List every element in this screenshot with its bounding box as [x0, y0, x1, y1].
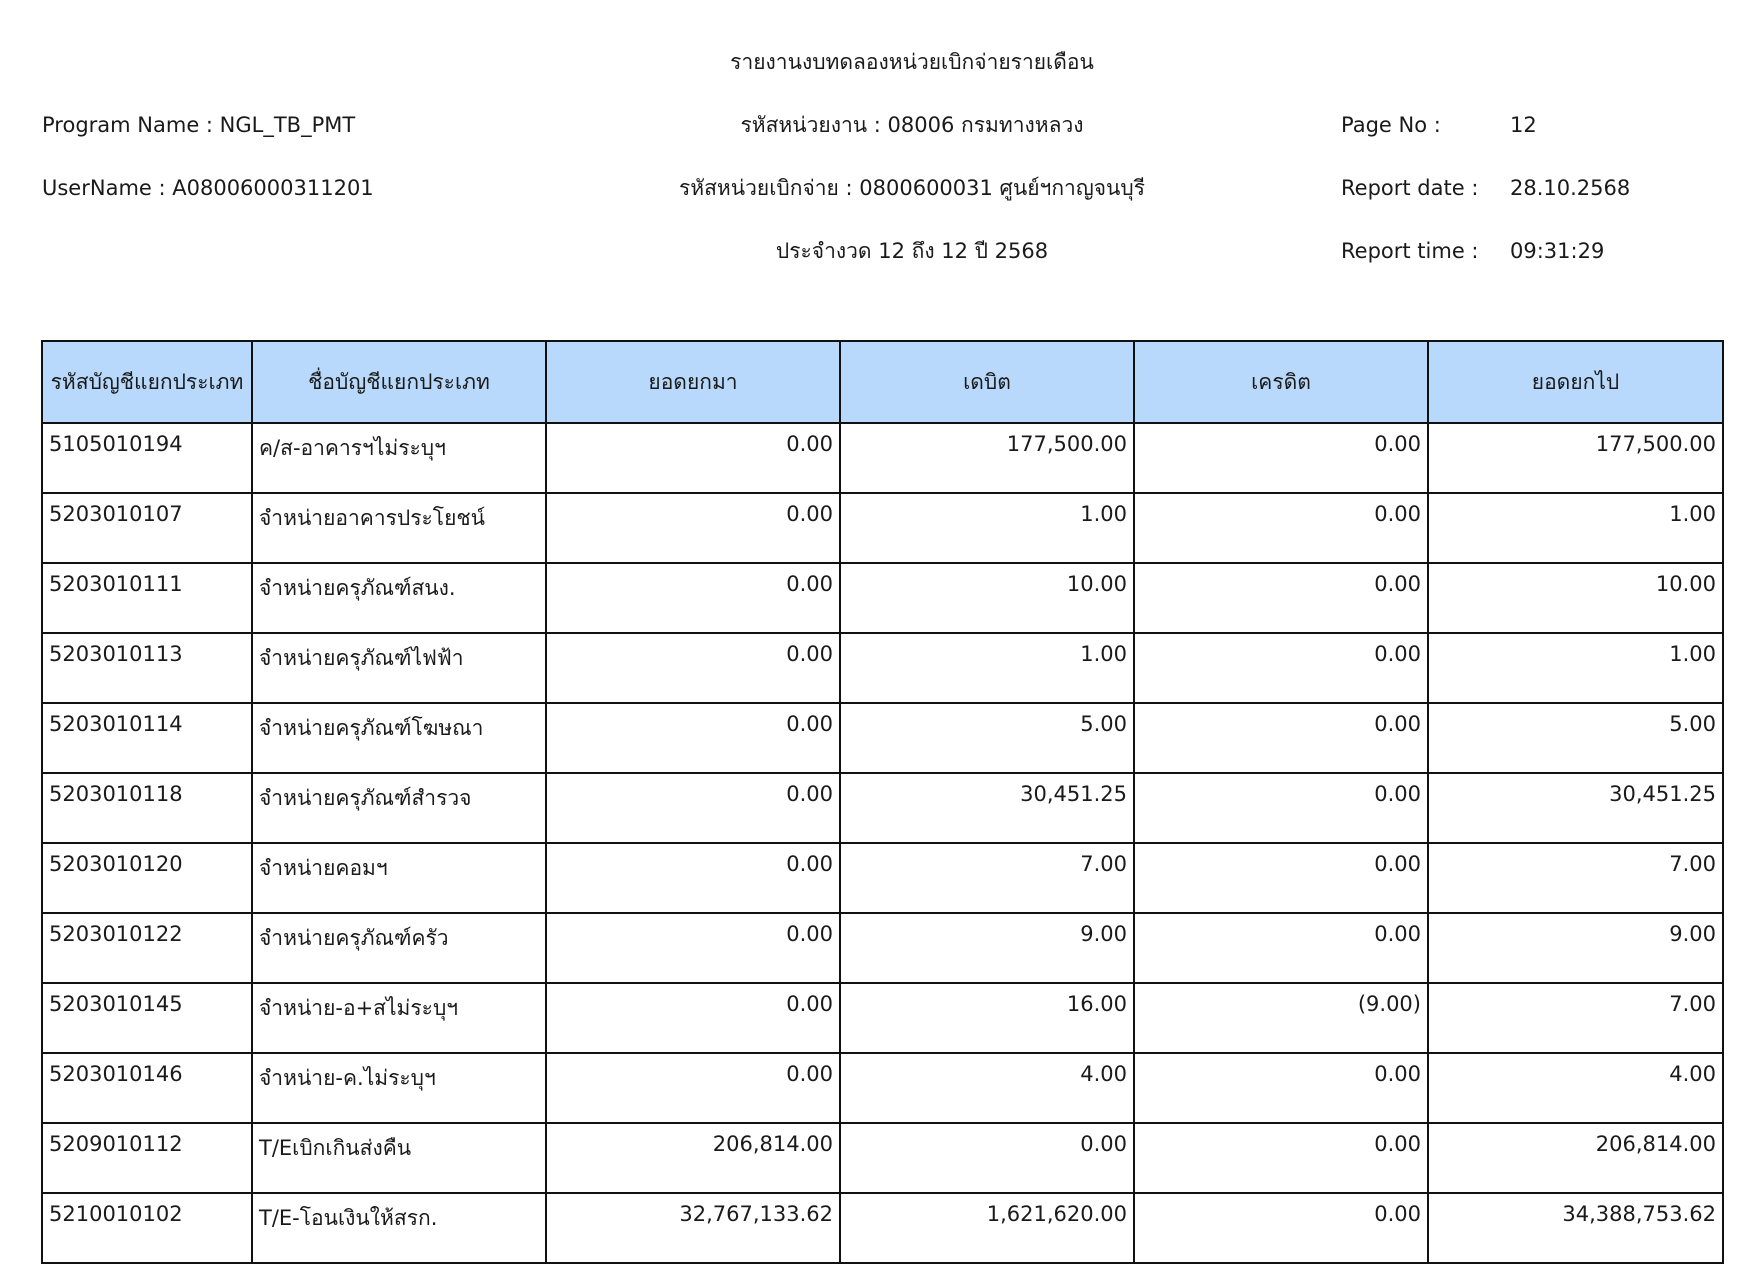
debit-cell: 10.00: [840, 563, 1134, 633]
debit-cell: 1.00: [840, 493, 1134, 563]
closing-balance-cell: 5.00: [1428, 703, 1723, 773]
report-time-label: Report time :: [1341, 239, 1479, 263]
debit-cell: 1.00: [840, 633, 1134, 703]
opening-balance-cell: 0.00: [546, 913, 840, 983]
credit-cell: 0.00: [1134, 843, 1428, 913]
debit-cell: 0.00: [840, 1123, 1134, 1193]
column-header-credit: เครดิต: [1134, 341, 1428, 423]
opening-balance-cell: 0.00: [546, 423, 840, 493]
credit-cell: 0.00: [1134, 1053, 1428, 1123]
debit-cell: 16.00: [840, 983, 1134, 1053]
debit-cell: 30,451.25: [840, 773, 1134, 843]
debit-cell: 1,621,620.00: [840, 1193, 1134, 1263]
credit-cell: 0.00: [1134, 1193, 1428, 1263]
disbursement-unit: รหัสหน่วยเบิกจ่าย : 0800600031 ศูนย์ฯกาญจนบุรี: [678, 176, 1146, 200]
column-header-closing-balance: ยอดยกไป: [1428, 341, 1723, 423]
column-header-opening-balance: ยอดยกมา: [546, 341, 840, 423]
page-no-value: 12: [1510, 113, 1537, 137]
account-name-cell: จำหน่าย-อ+สไม่ระบุฯ: [252, 983, 546, 1053]
credit-cell: 0.00: [1134, 703, 1428, 773]
credit-cell: (9.00): [1134, 983, 1428, 1053]
table-row: [42, 563, 1723, 633]
page-no-label: Page No :: [1341, 113, 1441, 137]
report-title: รายงานงบทดลองหน่วยเบิกจ่ายรายเดือน: [730, 50, 1094, 74]
closing-balance-cell: 9.00: [1428, 913, 1723, 983]
credit-cell: 0.00: [1134, 773, 1428, 843]
account-name-cell: จำหน่ายครุภัณฑ์โฆษณา: [252, 703, 546, 773]
debit-cell: 9.00: [840, 913, 1134, 983]
credit-cell: 0.00: [1134, 493, 1428, 563]
table-row: [42, 1123, 1723, 1193]
username: UserName : A08006000311201: [42, 176, 374, 200]
credit-cell: 0.00: [1134, 633, 1428, 703]
account-code-cell: 5105010194: [42, 423, 252, 493]
closing-balance-cell: 1.00: [1428, 493, 1723, 563]
account-code-cell: 5203010122: [42, 913, 252, 983]
account-name-cell: จำหน่ายครุภัณฑ์สำรวจ: [252, 773, 546, 843]
account-code-cell: 5203010118: [42, 773, 252, 843]
debit-cell: 7.00: [840, 843, 1134, 913]
opening-balance-cell: 0.00: [546, 983, 840, 1053]
column-header-account-name: ชื่อบัญชีแยกประเภท: [252, 341, 546, 423]
table-row: [42, 773, 1723, 843]
opening-balance-cell: 0.00: [546, 773, 840, 843]
account-code-cell: 5203010111: [42, 563, 252, 633]
opening-balance-cell: 0.00: [546, 843, 840, 913]
report-time-value: 09:31:29: [1510, 239, 1605, 263]
table-row: [42, 913, 1723, 983]
table-row: [42, 1053, 1723, 1123]
account-code-cell: 5209010112: [42, 1123, 252, 1193]
account-name-cell: T/Eเบิกเกินส่งคืน: [252, 1123, 546, 1193]
credit-cell: 0.00: [1134, 423, 1428, 493]
agency-code: รหัสหน่วยงาน : 08006 กรมทางหลวง: [740, 113, 1084, 137]
account-name-cell: จำหน่ายอาคารประโยชน์: [252, 493, 546, 563]
closing-balance-cell: 1.00: [1428, 633, 1723, 703]
credit-cell: 0.00: [1134, 563, 1428, 633]
opening-balance-cell: 0.00: [546, 1053, 840, 1123]
account-name-cell: จำหน่ายครุภัณฑ์ครัว: [252, 913, 546, 983]
trial-balance-table: [41, 340, 1724, 1264]
account-code-cell: 5210010102: [42, 1193, 252, 1263]
account-code-cell: 5203010146: [42, 1053, 252, 1123]
opening-balance-cell: 32,767,133.62: [546, 1193, 840, 1263]
closing-balance-cell: 7.00: [1428, 843, 1723, 913]
account-name-cell: ค/ส-อาคารฯไม่ระบุฯ: [252, 423, 546, 493]
credit-cell: 0.00: [1134, 1123, 1428, 1193]
column-header-debit: เดบิต: [840, 341, 1134, 423]
account-code-cell: 5203010107: [42, 493, 252, 563]
account-code-cell: 5203010113: [42, 633, 252, 703]
opening-balance-cell: 206,814.00: [546, 1123, 840, 1193]
opening-balance-cell: 0.00: [546, 703, 840, 773]
account-name-cell: จำหน่ายคอมฯ: [252, 843, 546, 913]
report-period: ประจำงวด 12 ถึง 12 ปี 2568: [775, 239, 1049, 263]
account-name-cell: จำหน่ายครุภัณฑ์สนง.: [252, 563, 546, 633]
closing-balance-cell: 177,500.00: [1428, 423, 1723, 493]
table-row: [42, 1193, 1723, 1263]
column-header-account-code: รหัสบัญชีแยกประเภท: [42, 341, 252, 423]
debit-cell: 177,500.00: [840, 423, 1134, 493]
closing-balance-cell: 34,388,753.62: [1428, 1193, 1723, 1263]
table-row: [42, 983, 1723, 1053]
credit-cell: 0.00: [1134, 913, 1428, 983]
opening-balance-cell: 0.00: [546, 633, 840, 703]
closing-balance-cell: 7.00: [1428, 983, 1723, 1053]
account-code-cell: 5203010120: [42, 843, 252, 913]
closing-balance-cell: 4.00: [1428, 1053, 1723, 1123]
program-name: Program Name : NGL_TB_PMT: [42, 113, 356, 137]
table-row: [42, 633, 1723, 703]
account-name-cell: จำหน่าย-ค.ไม่ระบุฯ: [252, 1053, 546, 1123]
table-row: [42, 493, 1723, 563]
account-code-cell: 5203010114: [42, 703, 252, 773]
opening-balance-cell: 0.00: [546, 563, 840, 633]
account-name-cell: T/E-โอนเงินให้สรก.: [252, 1193, 546, 1263]
closing-balance-cell: 30,451.25: [1428, 773, 1723, 843]
closing-balance-cell: 206,814.00: [1428, 1123, 1723, 1193]
debit-cell: 4.00: [840, 1053, 1134, 1123]
report-date-value: 28.10.2568: [1510, 176, 1631, 200]
opening-balance-cell: 0.00: [546, 493, 840, 563]
report-date-label: Report date :: [1341, 176, 1479, 200]
closing-balance-cell: 10.00: [1428, 563, 1723, 633]
debit-cell: 5.00: [840, 703, 1134, 773]
table-row: [42, 423, 1723, 493]
account-name-cell: จำหน่ายครุภัณฑ์ไฟฟ้า: [252, 633, 546, 703]
account-code-cell: 5203010145: [42, 983, 252, 1053]
table-row: [42, 703, 1723, 773]
table-row: [42, 843, 1723, 913]
table-header-row: [42, 341, 1723, 423]
